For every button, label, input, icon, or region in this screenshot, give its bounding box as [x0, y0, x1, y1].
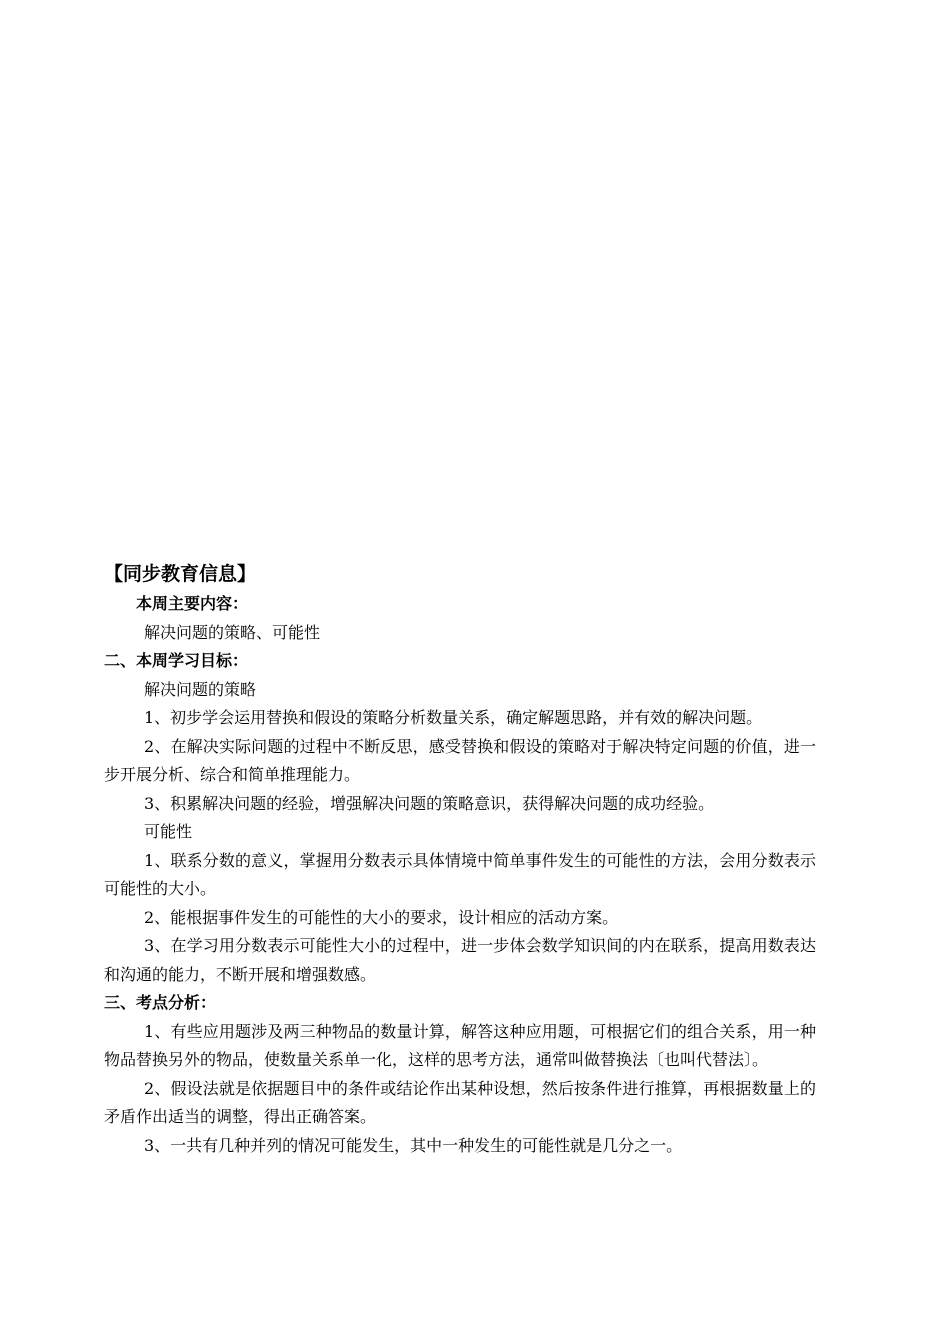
analysis-item-1: 1、有些应用题涉及两三种物品的数量计算，解答这种应用题，可根据它们的组合关系，用一种物品替换另外的物品，使数量关系单一化，这样的思考方法，通常叫做替换法〔也叫代替法〕。: [104, 1021, 816, 1069]
strategy-item-3: 3、积累解决问题的经验，增强解决问题的策略意识，获得解决问题的成功经验。: [144, 793, 715, 813]
week-content-text: 解决问题的策略、可能性: [144, 622, 321, 642]
document-title: 【同步教育信息】: [104, 563, 257, 585]
goals-heading: 二、本周学习目标：: [104, 651, 249, 670]
strategy-item-1: 1、初步学会运用替换和假设的策略分析数量关系，确定解题思路，并有效的解决问题。: [144, 708, 763, 727]
possibility-item-3: 3、在学习用分数表示可能性大小的过程中，进一步体会数学知识间的内在联系，提高用数表达和沟通的能力，不断开展和增强数感。: [104, 936, 816, 984]
strategy-subheading: 解决问题的策略: [144, 679, 257, 699]
possibility-item-2: 2、能根据事件发生的可能性的大小的要求，设计相应的活动方案。: [144, 907, 619, 927]
analysis-item-3: 3、一共有几种并列的情况可能发生，其中一种发生的可能性就是几分之一。: [144, 1135, 683, 1155]
possibility-subheading: 可能性: [144, 822, 193, 841]
strategy-item-2: 2、在解决实际问题的过程中不断反思，感受替换和假设的策略对于解决特定问题的价值，进一步开展分析、综合和简单推理能力。: [104, 736, 816, 784]
possibility-item-1: 1、联系分数的意义，掌握用分数表示具体情境中简单事件发生的可能性的方法，会用分数表示可能性的大小。: [104, 850, 816, 898]
week-content-heading: 本周主要内容：: [136, 594, 249, 613]
document-body: [104, 560, 816, 1160]
analysis-heading: 三、考点分析：: [104, 993, 217, 1012]
analysis-item-2: 2、假设法就是依据题目中的条件或结论作出某种设想，然后按条件进行推算，再根据数量上的矛盾作出适当的调整，得出正确答案。: [104, 1078, 816, 1126]
